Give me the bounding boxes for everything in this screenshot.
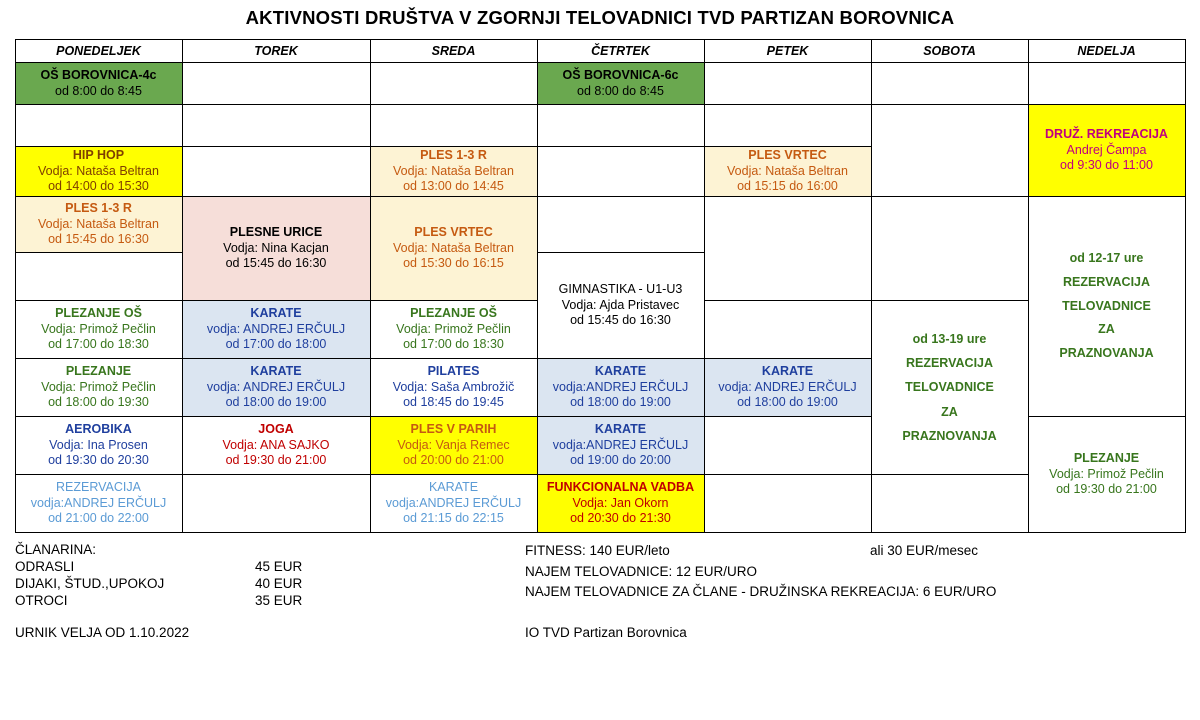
cell-thu-r3 bbox=[537, 147, 704, 197]
activity-block bbox=[538, 417, 704, 474]
activity-leader: Vodja: Ina Prosen bbox=[49, 437, 148, 452]
activity-leader: vodja: ANDREJ ERČULJ bbox=[206, 321, 346, 336]
fee-row bbox=[15, 558, 375, 575]
activity-leader: vodja:ANDREJ ERČULJ bbox=[552, 437, 689, 452]
activity-leader: Vodja: Primož Pečlin bbox=[1049, 466, 1164, 481]
activity-name: PLEZANJE OŠ bbox=[55, 306, 142, 321]
cell-fri-r2 bbox=[704, 105, 871, 147]
activity-block bbox=[16, 147, 182, 196]
footer bbox=[15, 541, 1185, 609]
activity-time: od 18:00 do 19:00 bbox=[737, 395, 838, 410]
cell-wed-r2 bbox=[370, 105, 537, 147]
activity-leader: Vodja: Vanja Remec bbox=[397, 437, 510, 452]
cell-wed-plezanje-os bbox=[370, 301, 537, 359]
cell-mon-ples13r bbox=[15, 197, 182, 253]
cell-mon-r1 bbox=[15, 63, 182, 105]
activity-leader: vodja: ANDREJ ERČULJ bbox=[206, 379, 346, 394]
activity-time: od 20:30 do 21:30 bbox=[570, 511, 671, 526]
activity-block bbox=[1029, 417, 1185, 532]
activity-leader: vodja:ANDREJ ERČULJ bbox=[385, 495, 522, 510]
day-header-petek: PETEK bbox=[704, 40, 871, 63]
cell-tue-plesne-urice bbox=[182, 197, 370, 301]
activity-time: od 19:30 do 20:30 bbox=[48, 453, 149, 468]
valid-from-note: URNIK VELJA OD 1.10.2022 bbox=[15, 625, 190, 640]
activity-block bbox=[538, 253, 704, 358]
activity-leader: Vodja: ANA SAJKO bbox=[222, 437, 330, 452]
cell-wed-karate bbox=[370, 475, 537, 533]
activity-name: FUNKCIONALNA VADBA bbox=[546, 480, 695, 495]
activity-block bbox=[16, 359, 182, 416]
activity-leader: vodja: ANDREJ ERČULJ bbox=[718, 379, 857, 394]
reservation-line-5: PRAZNOVANJA bbox=[1059, 346, 1154, 361]
page-title: AKTIVNOSTI DRUŠTVA V ZGORNJI TELOVADNICI TVD PARTIZAN BOROVNICA bbox=[245, 7, 955, 28]
activity-time: od 15:15 do 16:00 bbox=[737, 179, 838, 194]
activity-name: KARATE bbox=[594, 364, 647, 379]
cell-sat-r2 bbox=[871, 105, 1028, 197]
pricing-notes bbox=[525, 541, 996, 602]
activity-leader: Vodja: Primož Pečlin bbox=[41, 321, 156, 336]
activity-block bbox=[183, 359, 370, 416]
activity-time: od 21:00 do 22:00 bbox=[48, 511, 149, 526]
activity-leader: Vodja: Nataša Beltran bbox=[38, 163, 159, 178]
cell-fri-r1 bbox=[704, 63, 871, 105]
activity-leader: vodja:ANDREJ ERČULJ bbox=[552, 379, 689, 394]
activity-leader: Vodja: Primož Pečlin bbox=[396, 321, 511, 336]
activity-time: od 18:00 do 19:00 bbox=[225, 395, 327, 410]
activity-block bbox=[371, 359, 537, 416]
day-header-cetrtek: ČETRTEK bbox=[537, 40, 704, 63]
activity-leader: Vodja: Nataša Beltran bbox=[38, 216, 159, 231]
reservation-line-1: od 12-17 ure bbox=[1069, 251, 1144, 266]
activity-time: od 19:30 do 21:00 bbox=[1056, 482, 1157, 497]
activity-name: KARATE bbox=[594, 422, 647, 437]
day-header-torek: TOREK bbox=[182, 40, 370, 63]
membership-fees-table bbox=[15, 541, 375, 609]
cell-mon-hiphop bbox=[15, 147, 182, 197]
fitness-price-row bbox=[525, 541, 996, 561]
cell-fri-karate bbox=[704, 359, 871, 417]
cell-thu-r2 bbox=[537, 105, 704, 147]
rent-price: NAJEM TELOVADNICE: 12 EUR/URO bbox=[525, 563, 758, 579]
activity-leader: Vodja: Nataša Beltran bbox=[393, 163, 514, 178]
activity-time: od 15:45 do 16:30 bbox=[225, 256, 327, 271]
activity-block bbox=[538, 359, 704, 416]
activity-leader: Vodja: Jan Okorn bbox=[572, 495, 669, 510]
activity-time: od 19:00 do 20:00 bbox=[570, 453, 671, 468]
activity-block bbox=[371, 197, 537, 300]
activity-name: AEROBIKA bbox=[65, 422, 132, 437]
activity-leader: Andrej Čampa bbox=[1066, 142, 1147, 157]
cell-thu-karate-3 bbox=[537, 417, 704, 475]
reservation-line-1: od 13-19 ure bbox=[912, 331, 987, 346]
cell-tue-karate-2 bbox=[182, 359, 370, 417]
activity-time: od 15:45 do 16:30 bbox=[570, 313, 671, 328]
activity-name: KARATE bbox=[761, 364, 814, 379]
cell-fri-r4 bbox=[704, 197, 871, 301]
activity-time: od 18:00 do 19:30 bbox=[48, 395, 149, 410]
cell-thu-funkcionalna bbox=[537, 475, 704, 533]
fitness-price-monthly: ali 30 EUR/mesec bbox=[870, 543, 979, 558]
activity-leader: Vodja: Primož Pečlin bbox=[41, 379, 156, 394]
activity-time: od 13:00 do 14:45 bbox=[403, 179, 504, 194]
activity-leader: Vodja: Nina Kacjan bbox=[223, 240, 329, 255]
activity-name: PLES 1-3 R bbox=[65, 201, 132, 216]
activity-block bbox=[16, 197, 182, 252]
activity-block bbox=[16, 417, 182, 474]
activity-time: od 8:00 do 8:45 bbox=[577, 83, 664, 98]
cell-sun-druz-rekreacija bbox=[1028, 105, 1185, 197]
cell-thu-gimnastika bbox=[537, 253, 704, 359]
activity-time: od 9:30 do 11:00 bbox=[1060, 158, 1153, 173]
fee-label-odrasli: ODRASLI bbox=[15, 559, 75, 574]
activity-block bbox=[371, 301, 537, 358]
cell-tue-karate-1 bbox=[182, 301, 370, 359]
activity-block bbox=[371, 475, 537, 532]
activity-block bbox=[183, 301, 370, 358]
activity-name: PLESNE URICE bbox=[229, 225, 323, 240]
activity-name: KARATE bbox=[428, 480, 479, 495]
activity-time: od 17:00 do 18:30 bbox=[403, 337, 504, 352]
table-header-row bbox=[15, 40, 1185, 63]
cell-sun-r1 bbox=[1028, 63, 1185, 105]
reservation-line-3: TELOVADNICE bbox=[1062, 298, 1151, 313]
cell-mon-plezanje-os bbox=[15, 301, 182, 359]
activity-block bbox=[538, 475, 704, 532]
cell-thu-r4 bbox=[537, 197, 704, 253]
activity-block bbox=[705, 147, 871, 196]
activity-block bbox=[538, 63, 704, 104]
activity-name: PLEZANJE OŠ bbox=[410, 306, 497, 321]
membership-title: ČLANARINA: bbox=[15, 542, 97, 557]
activity-name: JOGA bbox=[258, 422, 294, 437]
activity-leader: Vodja: Saša Ambrožič bbox=[392, 379, 515, 394]
table-row bbox=[15, 63, 1185, 105]
reservation-line-5: PRAZNOVANJA bbox=[902, 429, 997, 444]
table-row bbox=[15, 105, 1185, 147]
fee-value-otroci: 35 EUR bbox=[255, 593, 303, 608]
activity-name: PLEZANJE bbox=[65, 364, 132, 379]
cell-wed-pilates bbox=[370, 359, 537, 417]
rent-price-members: NAJEM TELOVADNICE ZA ČLANE - DRUŽINSKA REKREACIJA: 6 EUR/URO bbox=[525, 584, 997, 600]
reservation-line-2: REZERVACIJA bbox=[905, 355, 994, 370]
activity-name: GIMNASTIKA - U1-U3 bbox=[558, 282, 683, 297]
day-header-sreda: SREDA bbox=[370, 40, 537, 63]
fee-label-dijaki: DIJAKI, ŠTUD.,UPOKOJ bbox=[15, 576, 165, 591]
activity-name: PLES VRTEC bbox=[414, 225, 493, 240]
activity-name: PLES 1-3 R bbox=[420, 148, 487, 163]
fee-row bbox=[15, 575, 375, 592]
activity-leader: Vodja: Nataša Beltran bbox=[393, 240, 514, 255]
cell-sun-rezervacija bbox=[1028, 197, 1185, 417]
cell-sat-r4 bbox=[871, 197, 1028, 301]
day-header-ponedeljek: PONEDELJEK bbox=[15, 40, 182, 63]
table-row bbox=[15, 475, 1185, 533]
cell-fri-r9 bbox=[704, 475, 871, 533]
activity-name: KARATE bbox=[250, 364, 302, 379]
reservation-line-4: ZA bbox=[941, 404, 958, 419]
reservation-line-3: TELOVADNICE bbox=[905, 380, 994, 395]
activity-block bbox=[183, 197, 370, 300]
fee-row bbox=[15, 592, 375, 609]
activity-time: od 18:00 do 19:00 bbox=[570, 395, 671, 410]
cell-tue-r9 bbox=[182, 475, 370, 533]
fitness-price: FITNESS: 140 EUR/leto bbox=[525, 543, 670, 558]
reservation-block bbox=[1029, 197, 1185, 416]
cell-fri-plesvrtec bbox=[704, 147, 871, 197]
activity-block bbox=[371, 147, 537, 196]
activity-time: od 17:00 do 18:30 bbox=[48, 337, 149, 352]
activity-time: od 17:00 do 18:00 bbox=[225, 337, 327, 352]
cell-sat-r9 bbox=[871, 475, 1028, 533]
fee-value-odrasli: 45 EUR bbox=[255, 559, 303, 574]
cell-fri-r6 bbox=[704, 301, 871, 359]
activity-name: OŠ BOROVNICA-4c bbox=[40, 67, 157, 82]
activity-block bbox=[371, 417, 537, 474]
cell-mon-r2 bbox=[15, 105, 182, 147]
signature: IO TVD Partizan Borovnica bbox=[525, 625, 687, 640]
fee-value-dijaki: 40 EUR bbox=[255, 576, 303, 591]
activity-time: od 8:00 do 8:45 bbox=[55, 83, 142, 98]
activity-time: od 19:30 do 21:00 bbox=[225, 453, 327, 468]
reservation-line-2: REZERVACIJA bbox=[1062, 274, 1151, 289]
activity-name: REZERVACIJA bbox=[56, 480, 141, 495]
cell-thu-r1 bbox=[537, 63, 704, 105]
activity-leader: vodja:ANDREJ ERČULJ bbox=[30, 495, 167, 510]
cell-sat-rezervacija bbox=[871, 301, 1028, 475]
fee-label-otroci: OTROCI bbox=[15, 593, 68, 608]
cell-tue-joga bbox=[182, 417, 370, 475]
cell-mon-aerobika bbox=[15, 417, 182, 475]
cell-tue-r1 bbox=[182, 63, 370, 105]
activity-block bbox=[16, 475, 182, 532]
cell-tue-r3 bbox=[182, 147, 370, 197]
cell-wed-r1 bbox=[370, 63, 537, 105]
activity-leader: Vodja: Nataša Beltran bbox=[727, 163, 848, 178]
activity-name: HIP HOP bbox=[72, 148, 125, 163]
activity-time: od 15:30 do 16:15 bbox=[403, 256, 504, 271]
cell-tue-r2 bbox=[182, 105, 370, 147]
activity-leader: Vodja: Ajda Pristavec bbox=[561, 297, 680, 312]
table-row bbox=[15, 197, 1185, 253]
activity-block bbox=[1029, 105, 1185, 196]
activity-time: od 21:15 do 22:15 bbox=[403, 511, 504, 526]
activity-name: OŠ BOROVNICA-6c bbox=[562, 67, 679, 82]
cell-wed-ples-v-parih bbox=[370, 417, 537, 475]
activity-name: PILATES bbox=[427, 364, 480, 379]
activity-name: DRUŽ. REKREACIJA bbox=[1045, 127, 1168, 142]
activity-name: PLES VRTEC bbox=[748, 148, 827, 163]
activity-time: od 20:00 do 21:00 bbox=[403, 453, 504, 468]
cell-mon-plezanje bbox=[15, 359, 182, 417]
activity-name: PLEZANJE bbox=[1073, 451, 1140, 466]
activity-block bbox=[16, 63, 182, 104]
cell-thu-karate-2 bbox=[537, 359, 704, 417]
reservation-block bbox=[872, 301, 1028, 474]
reservation-line-4: ZA bbox=[1098, 322, 1115, 337]
cell-sat-r1 bbox=[871, 63, 1028, 105]
activity-time: od 18:45 do 19:45 bbox=[403, 395, 504, 410]
schedule-body bbox=[15, 63, 1185, 533]
activity-name: PLES V PARIH bbox=[410, 422, 497, 437]
cell-fri-r8 bbox=[704, 417, 871, 475]
cell-sun-plezanje bbox=[1028, 417, 1185, 533]
activity-block bbox=[705, 359, 871, 416]
cell-mon-rezervacija bbox=[15, 475, 182, 533]
activity-block bbox=[183, 417, 370, 474]
activity-block bbox=[16, 301, 182, 358]
cell-wed-plesvrtec bbox=[370, 197, 537, 301]
activity-time: od 15:45 do 16:30 bbox=[48, 232, 149, 247]
fees-title-row bbox=[15, 541, 375, 558]
day-header-nedelja: NEDELJA bbox=[1028, 40, 1185, 63]
cell-mon-r5 bbox=[15, 253, 182, 301]
day-header-sobota: SOBOTA bbox=[871, 40, 1028, 63]
cell-wed-ples13r bbox=[370, 147, 537, 197]
activity-name: KARATE bbox=[250, 306, 302, 321]
schedule-table bbox=[15, 39, 1186, 533]
activity-time: od 14:00 do 15:30 bbox=[48, 179, 149, 194]
footer-bottom bbox=[15, 625, 1185, 640]
